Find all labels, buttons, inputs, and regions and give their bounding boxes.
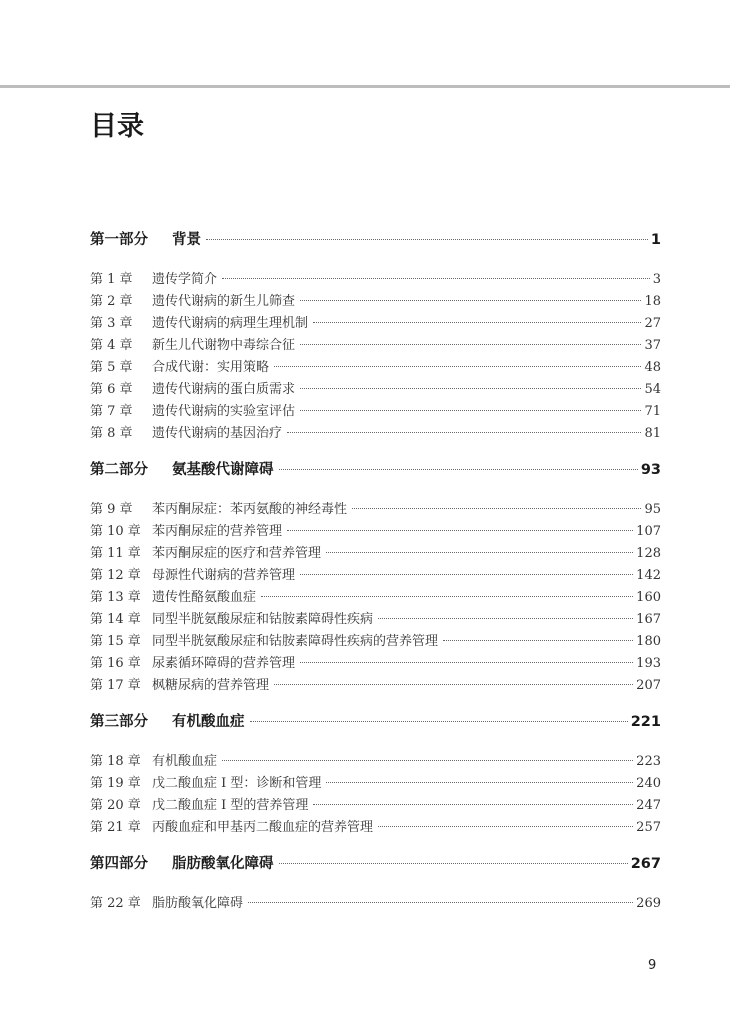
chapter-title: 母源性代谢病的营养管理	[152, 568, 296, 583]
chapter-page-number: 207	[636, 678, 661, 693]
chapter-number: 第 21 章	[90, 820, 141, 835]
toc-chapter-entry[interactable]	[90, 608, 661, 630]
chapter-number: 第 7 章	[90, 404, 133, 419]
chapter-page-number: 240	[636, 776, 661, 791]
chapter-page-number: 128	[636, 546, 661, 561]
dot-leader	[279, 469, 638, 470]
chapter-page-number: 269	[636, 896, 661, 911]
chapter-number: 第 12 章	[90, 568, 141, 583]
part-page-number: 221	[630, 714, 661, 730]
part-title: 有机酸血症	[172, 714, 245, 730]
part-number: 第二部分	[90, 462, 148, 478]
chapter-page-number: 160	[636, 590, 661, 605]
chapter-number: 第 2 章	[90, 294, 133, 309]
toc-chapter-entry[interactable]	[90, 290, 661, 312]
dot-leader	[248, 902, 633, 903]
chapter-number: 第 18 章	[90, 754, 141, 769]
toc-chapter-entry[interactable]	[90, 542, 661, 564]
chapter-title: 遗传代谢病的病理生理机制	[152, 316, 309, 331]
chapter-number: 第 4 章	[90, 338, 133, 353]
toc-chapter-entry[interactable]	[90, 498, 661, 520]
chapter-title: 尿素循环障碍的营养管理	[152, 656, 296, 671]
chapter-title: 遗传学简介	[152, 272, 218, 287]
chapter-page-number: 81	[644, 426, 661, 441]
toc-part-entry[interactable]	[90, 852, 661, 882]
chapter-page-number: 37	[644, 338, 661, 353]
part-number: 第三部分	[90, 714, 148, 730]
chapter-number: 第 14 章	[90, 612, 141, 627]
part-page-number: 1	[650, 232, 661, 248]
chapter-title: 同型半胱氨酸尿症和钴胺素障碍性疾病	[152, 612, 374, 627]
chapter-number: 第 15 章	[90, 634, 141, 649]
toc-chapter-entry[interactable]	[90, 520, 661, 542]
chapter-number: 第 6 章	[90, 382, 133, 397]
part-page-number: 267	[630, 856, 661, 872]
toc-title: 目录	[90, 111, 144, 142]
chapter-number: 第 8 章	[90, 426, 133, 441]
part-title: 脂肪酸氧化障碍	[172, 856, 274, 872]
chapter-title: 合成代谢：实用策略	[152, 360, 270, 375]
chapter-title: 遗传代谢病的蛋白质需求	[152, 382, 296, 397]
chapter-number: 第 22 章	[90, 896, 141, 911]
dot-leader	[300, 388, 641, 389]
dot-leader	[274, 684, 633, 685]
toc-part-entry[interactable]	[90, 710, 661, 740]
chapter-title: 苯丙酮尿症的营养管理	[152, 524, 283, 539]
toc-chapter-entry[interactable]	[90, 772, 661, 794]
header-rule	[0, 85, 730, 88]
chapter-page-number: 257	[636, 820, 661, 835]
toc-chapter-entry[interactable]	[90, 422, 661, 444]
chapter-number: 第 3 章	[90, 316, 133, 331]
dot-leader	[261, 596, 633, 597]
page-number: 9	[648, 958, 657, 973]
chapter-number: 第 10 章	[90, 524, 141, 539]
chapter-title: 遗传代谢病的实验室评估	[152, 404, 296, 419]
toc-part-entry[interactable]	[90, 458, 661, 488]
toc-chapter-entry[interactable]	[90, 312, 661, 334]
chapter-page-number: 223	[636, 754, 661, 769]
chapter-page-number: 180	[636, 634, 661, 649]
toc-part-entry[interactable]	[90, 228, 661, 258]
toc-chapter-entry[interactable]	[90, 630, 661, 652]
chapter-page-number: 18	[644, 294, 661, 309]
dot-leader	[274, 366, 641, 367]
toc-chapter-entry[interactable]	[90, 586, 661, 608]
toc-chapter-entry[interactable]	[90, 652, 661, 674]
chapter-number: 第 5 章	[90, 360, 133, 375]
chapter-page-number: 48	[644, 360, 661, 375]
toc-chapter-entry[interactable]	[90, 794, 661, 816]
chapter-number: 第 20 章	[90, 798, 141, 813]
chapter-title: 丙酸血症和甲基丙二酸血症的营养管理	[152, 820, 374, 835]
chapter-title: 遗传性酪氨酸血症	[152, 590, 257, 605]
dot-leader	[300, 662, 633, 663]
dot-leader	[300, 574, 633, 575]
part-number: 第一部分	[90, 232, 148, 248]
dot-leader	[206, 239, 648, 240]
chapter-number: 第 16 章	[90, 656, 141, 671]
chapter-page-number: 71	[644, 404, 661, 419]
chapter-title: 枫糖尿病的营养管理	[152, 678, 270, 693]
toc-chapter-entry[interactable]	[90, 564, 661, 586]
chapter-title: 同型半胱氨酸尿症和钴胺素障碍性疾病的营养管理	[152, 634, 439, 649]
toc-chapter-entry[interactable]	[90, 378, 661, 400]
chapter-title: 新生儿代谢物中毒综合征	[152, 338, 296, 353]
dot-leader	[443, 640, 633, 641]
chapter-number: 第 1 章	[90, 272, 133, 287]
toc-chapter-entry[interactable]	[90, 268, 661, 290]
chapter-page-number: 167	[636, 612, 661, 627]
toc-chapter-entry[interactable]	[90, 400, 661, 422]
dot-leader	[378, 826, 633, 827]
dot-leader	[287, 530, 633, 531]
part-title: 背景	[172, 232, 201, 248]
chapter-page-number: 3	[652, 272, 661, 287]
chapter-number: 第 13 章	[90, 590, 141, 605]
dot-leader	[287, 432, 641, 433]
dot-leader	[300, 410, 641, 411]
chapter-page-number: 54	[644, 382, 661, 397]
part-page-number: 93	[640, 462, 661, 478]
dot-leader	[300, 344, 641, 345]
dot-leader	[279, 863, 628, 864]
chapter-page-number: 142	[636, 568, 661, 583]
toc-chapter-entry[interactable]	[90, 892, 661, 914]
chapter-number: 第 9 章	[90, 502, 133, 517]
dot-leader	[352, 508, 641, 509]
dot-leader	[313, 322, 641, 323]
dot-leader	[378, 618, 633, 619]
toc-chapter-entry[interactable]	[90, 674, 661, 696]
chapter-title: 遗传代谢病的新生儿筛查	[152, 294, 296, 309]
dot-leader	[326, 552, 633, 553]
chapter-page-number: 107	[636, 524, 661, 539]
chapter-number: 第 11 章	[90, 546, 141, 561]
toc-chapter-entry[interactable]	[90, 356, 661, 378]
part-number: 第四部分	[90, 856, 148, 872]
chapter-page-number: 193	[636, 656, 661, 671]
table-of-contents	[90, 228, 661, 914]
chapter-title: 戊二酸血症 I 型：诊断和管理	[152, 776, 322, 791]
chapter-page-number: 27	[644, 316, 661, 331]
chapter-number: 第 19 章	[90, 776, 141, 791]
toc-chapter-entry[interactable]	[90, 816, 661, 838]
dot-leader	[250, 721, 628, 722]
toc-chapter-entry[interactable]	[90, 334, 661, 356]
dot-leader	[313, 804, 633, 805]
chapter-title: 遗传代谢病的基因治疗	[152, 426, 283, 441]
chapter-title: 苯丙酮尿症的医疗和营养管理	[152, 546, 322, 561]
chapter-title: 有机酸血症	[152, 754, 218, 769]
chapter-page-number: 95	[644, 502, 661, 517]
chapter-number: 第 17 章	[90, 678, 141, 693]
part-title: 氨基酸代谢障碍	[172, 462, 274, 478]
dot-leader	[222, 760, 633, 761]
toc-chapter-entry[interactable]	[90, 750, 661, 772]
chapter-page-number: 247	[636, 798, 661, 813]
dot-leader	[326, 782, 633, 783]
dot-leader	[222, 278, 650, 279]
chapter-title: 苯丙酮尿症：苯丙氨酸的神经毒性	[152, 502, 348, 517]
dot-leader	[300, 300, 641, 301]
chapter-title: 脂肪酸氧化障碍	[152, 896, 244, 911]
chapter-title: 戊二酸血症 I 型的营养管理	[152, 798, 309, 813]
